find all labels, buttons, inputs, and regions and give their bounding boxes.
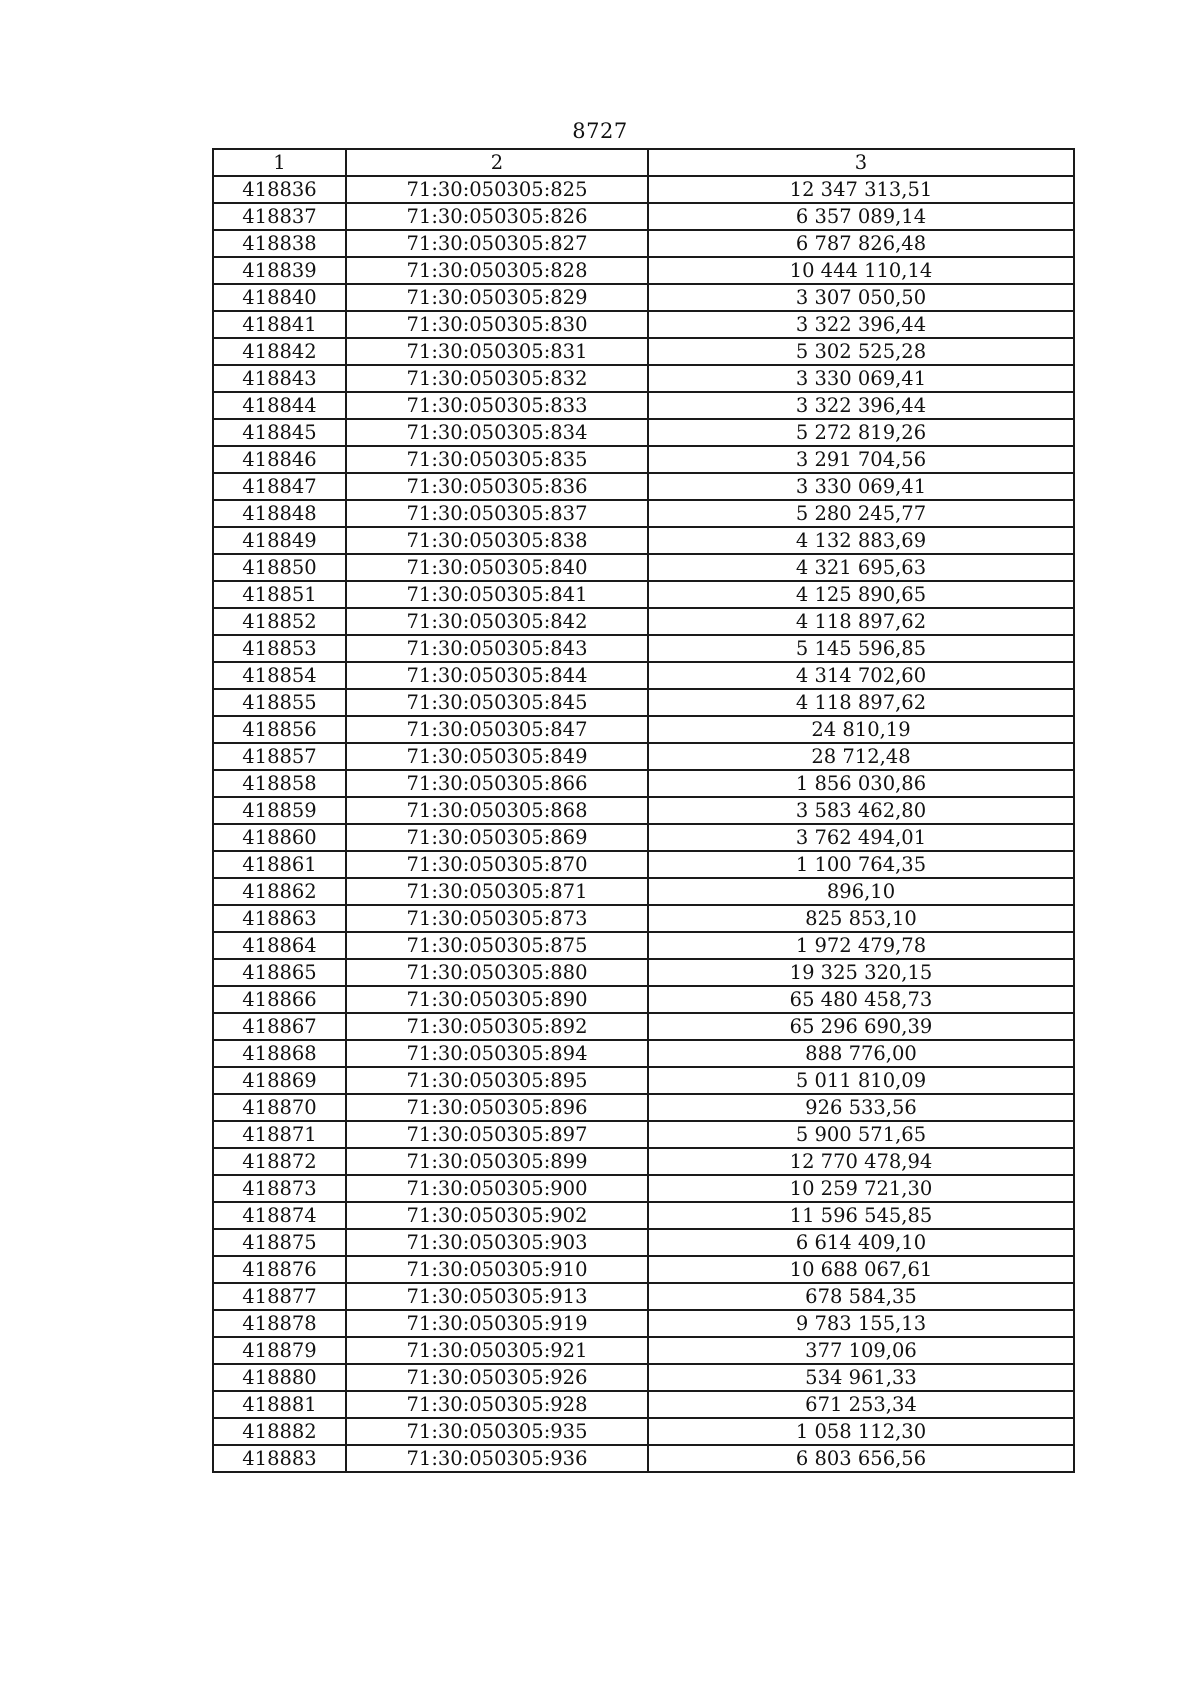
row-number-cell: 418856 bbox=[213, 716, 346, 743]
table-row bbox=[213, 1067, 1074, 1094]
cadastral-number-cell: 71:30:050305:936 bbox=[346, 1445, 648, 1472]
cadastral-number-cell: 71:30:050305:868 bbox=[346, 797, 648, 824]
table-row bbox=[213, 770, 1074, 797]
cadastral-number-cell: 71:30:050305:847 bbox=[346, 716, 648, 743]
table-row bbox=[213, 176, 1074, 203]
cadastral-value-cell: 5 145 596,85 bbox=[648, 635, 1074, 662]
cadastral-value-cell: 4 314 702,60 bbox=[648, 662, 1074, 689]
row-number-cell: 418857 bbox=[213, 743, 346, 770]
row-number-cell: 418843 bbox=[213, 365, 346, 392]
cadastral-value-cell: 1 856 030,86 bbox=[648, 770, 1074, 797]
cadastral-number-cell: 71:30:050305:838 bbox=[346, 527, 648, 554]
cadastral-value-cell: 65 296 690,39 bbox=[648, 1013, 1074, 1040]
cadastral-value-cell: 4 125 890,65 bbox=[648, 581, 1074, 608]
row-number-cell: 418878 bbox=[213, 1310, 346, 1337]
table-row bbox=[213, 905, 1074, 932]
cadastral-value-cell: 6 787 826,48 bbox=[648, 230, 1074, 257]
table-row bbox=[213, 608, 1074, 635]
row-number-cell: 418874 bbox=[213, 1202, 346, 1229]
cadastral-value-cell: 888 776,00 bbox=[648, 1040, 1074, 1067]
table-row bbox=[213, 365, 1074, 392]
cadastral-value-cell: 24 810,19 bbox=[648, 716, 1074, 743]
cadastral-number-cell: 71:30:050305:895 bbox=[346, 1067, 648, 1094]
cadastral-number-cell: 71:30:050305:900 bbox=[346, 1175, 648, 1202]
table-row bbox=[213, 743, 1074, 770]
table-row bbox=[213, 1121, 1074, 1148]
row-number-cell: 418838 bbox=[213, 230, 346, 257]
cadastral-number-cell: 71:30:050305:845 bbox=[346, 689, 648, 716]
cadastral-number-cell: 71:30:050305:902 bbox=[346, 1202, 648, 1229]
row-number-cell: 418870 bbox=[213, 1094, 346, 1121]
table-row bbox=[213, 959, 1074, 986]
cadastral-value-cell: 926 533,56 bbox=[648, 1094, 1074, 1121]
row-number-cell: 418875 bbox=[213, 1229, 346, 1256]
table-row bbox=[213, 1148, 1074, 1175]
cadastral-number-cell: 71:30:050305:843 bbox=[346, 635, 648, 662]
cadastral-number-cell: 71:30:050305:910 bbox=[346, 1256, 648, 1283]
cadastral-number-cell: 71:30:050305:836 bbox=[346, 473, 648, 500]
row-number-cell: 418882 bbox=[213, 1418, 346, 1445]
row-number-cell: 418853 bbox=[213, 635, 346, 662]
table-row bbox=[213, 419, 1074, 446]
cadastral-number-cell: 71:30:050305:833 bbox=[346, 392, 648, 419]
cadastral-number-cell: 71:30:050305:869 bbox=[346, 824, 648, 851]
row-number-cell: 418837 bbox=[213, 203, 346, 230]
cadastral-number-cell: 71:30:050305:866 bbox=[346, 770, 648, 797]
row-number-cell: 418873 bbox=[213, 1175, 346, 1202]
table-row bbox=[213, 581, 1074, 608]
row-number-cell: 418848 bbox=[213, 500, 346, 527]
table-row bbox=[213, 311, 1074, 338]
table-header bbox=[213, 149, 1074, 176]
row-number-cell: 418839 bbox=[213, 257, 346, 284]
cadastral-number-cell: 71:30:050305:871 bbox=[346, 878, 648, 905]
cadastral-value-cell: 3 583 462,80 bbox=[648, 797, 1074, 824]
table-row bbox=[213, 1202, 1074, 1229]
row-number-cell: 418871 bbox=[213, 1121, 346, 1148]
table-row bbox=[213, 1391, 1074, 1418]
cadastral-value-cell: 534 961,33 bbox=[648, 1364, 1074, 1391]
cadastral-number-cell: 71:30:050305:875 bbox=[346, 932, 648, 959]
row-number-cell: 418849 bbox=[213, 527, 346, 554]
cadastral-value-cell: 10 444 110,14 bbox=[648, 257, 1074, 284]
row-number-cell: 418845 bbox=[213, 419, 346, 446]
row-number-cell: 418844 bbox=[213, 392, 346, 419]
cadastral-number-cell: 71:30:050305:928 bbox=[346, 1391, 648, 1418]
cadastral-value-table bbox=[212, 148, 1075, 1473]
row-number-cell: 418855 bbox=[213, 689, 346, 716]
row-number-cell: 418862 bbox=[213, 878, 346, 905]
row-number-cell: 418877 bbox=[213, 1283, 346, 1310]
row-number-cell: 418879 bbox=[213, 1337, 346, 1364]
table-row bbox=[213, 1337, 1074, 1364]
cadastral-number-cell: 71:30:050305:892 bbox=[346, 1013, 648, 1040]
table-row bbox=[213, 257, 1074, 284]
row-number-cell: 418869 bbox=[213, 1067, 346, 1094]
table-row bbox=[213, 1364, 1074, 1391]
table-row bbox=[213, 662, 1074, 689]
cadastral-number-cell: 71:30:050305:831 bbox=[346, 338, 648, 365]
cadastral-number-cell: 71:30:050305:830 bbox=[346, 311, 648, 338]
table-row bbox=[213, 1310, 1074, 1337]
table-row bbox=[213, 1094, 1074, 1121]
cadastral-number-cell: 71:30:050305:828 bbox=[346, 257, 648, 284]
cadastral-number-cell: 71:30:050305:835 bbox=[346, 446, 648, 473]
cadastral-value-cell: 3 330 069,41 bbox=[648, 365, 1074, 392]
table-row bbox=[213, 392, 1074, 419]
table-row bbox=[213, 1229, 1074, 1256]
row-number-cell: 418867 bbox=[213, 1013, 346, 1040]
page-number: 8727 bbox=[572, 119, 628, 143]
cadastral-value-cell: 896,10 bbox=[648, 878, 1074, 905]
cadastral-number-cell: 71:30:050305:826 bbox=[346, 203, 648, 230]
cadastral-number-cell: 71:30:050305:870 bbox=[346, 851, 648, 878]
cadastral-value-cell: 65 480 458,73 bbox=[648, 986, 1074, 1013]
cadastral-value-cell: 9 783 155,13 bbox=[648, 1310, 1074, 1337]
row-number-cell: 418847 bbox=[213, 473, 346, 500]
table-row bbox=[213, 797, 1074, 824]
row-number-cell: 418836 bbox=[213, 176, 346, 203]
table-row bbox=[213, 878, 1074, 905]
cadastral-number-cell: 71:30:050305:926 bbox=[346, 1364, 648, 1391]
cadastral-value-cell: 5 011 810,09 bbox=[648, 1067, 1074, 1094]
row-number-cell: 418840 bbox=[213, 284, 346, 311]
row-number-cell: 418883 bbox=[213, 1445, 346, 1472]
row-number-cell: 418881 bbox=[213, 1391, 346, 1418]
table-row bbox=[213, 824, 1074, 851]
cadastral-number-cell: 71:30:050305:919 bbox=[346, 1310, 648, 1337]
header-row bbox=[213, 149, 1074, 176]
cadastral-value-cell: 19 325 320,15 bbox=[648, 959, 1074, 986]
table-row bbox=[213, 1418, 1074, 1445]
table-row bbox=[213, 203, 1074, 230]
row-number-cell: 418868 bbox=[213, 1040, 346, 1067]
cadastral-number-cell: 71:30:050305:903 bbox=[346, 1229, 648, 1256]
cadastral-value-cell: 12 347 313,51 bbox=[648, 176, 1074, 203]
cadastral-number-cell: 71:30:050305:849 bbox=[346, 743, 648, 770]
table-row bbox=[213, 689, 1074, 716]
row-number-cell: 418852 bbox=[213, 608, 346, 635]
row-number-cell: 418880 bbox=[213, 1364, 346, 1391]
table-row bbox=[213, 932, 1074, 959]
cadastral-value-cell: 3 291 704,56 bbox=[648, 446, 1074, 473]
table-row bbox=[213, 446, 1074, 473]
cadastral-number-cell: 71:30:050305:842 bbox=[346, 608, 648, 635]
cadastral-value-cell: 6 614 409,10 bbox=[648, 1229, 1074, 1256]
table-row bbox=[213, 338, 1074, 365]
header-col-1: 1 bbox=[213, 149, 346, 176]
cadastral-value-cell: 4 118 897,62 bbox=[648, 689, 1074, 716]
cadastral-value-cell: 6 803 656,56 bbox=[648, 1445, 1074, 1472]
cadastral-value-cell: 4 321 695,63 bbox=[648, 554, 1074, 581]
cadastral-value-cell: 3 322 396,44 bbox=[648, 392, 1074, 419]
row-number-cell: 418863 bbox=[213, 905, 346, 932]
cadastral-value-cell: 3 322 396,44 bbox=[648, 311, 1074, 338]
table-row bbox=[213, 1283, 1074, 1310]
table-row bbox=[213, 473, 1074, 500]
cadastral-number-cell: 71:30:050305:844 bbox=[346, 662, 648, 689]
cadastral-value-cell: 3 307 050,50 bbox=[648, 284, 1074, 311]
cadastral-number-cell: 71:30:050305:913 bbox=[346, 1283, 648, 1310]
cadastral-number-cell: 71:30:050305:837 bbox=[346, 500, 648, 527]
cadastral-value-cell: 5 272 819,26 bbox=[648, 419, 1074, 446]
row-number-cell: 418841 bbox=[213, 311, 346, 338]
cadastral-value-cell: 10 259 721,30 bbox=[648, 1175, 1074, 1202]
cadastral-number-cell: 71:30:050305:840 bbox=[346, 554, 648, 581]
cadastral-value-cell: 3 330 069,41 bbox=[648, 473, 1074, 500]
cadastral-value-cell: 28 712,48 bbox=[648, 743, 1074, 770]
cadastral-number-cell: 71:30:050305:829 bbox=[346, 284, 648, 311]
cadastral-value-cell: 1 058 112,30 bbox=[648, 1418, 1074, 1445]
row-number-cell: 418854 bbox=[213, 662, 346, 689]
table-row bbox=[213, 500, 1074, 527]
row-number-cell: 418858 bbox=[213, 770, 346, 797]
table-row bbox=[213, 1256, 1074, 1283]
table-body bbox=[213, 176, 1074, 1472]
row-number-cell: 418865 bbox=[213, 959, 346, 986]
cadastral-value-cell: 6 357 089,14 bbox=[648, 203, 1074, 230]
table-row bbox=[213, 1175, 1074, 1202]
cadastral-number-cell: 71:30:050305:896 bbox=[346, 1094, 648, 1121]
row-number-cell: 418861 bbox=[213, 851, 346, 878]
row-number-cell: 418866 bbox=[213, 986, 346, 1013]
cadastral-value-cell: 10 688 067,61 bbox=[648, 1256, 1074, 1283]
table-row bbox=[213, 1445, 1074, 1472]
cadastral-value-cell: 377 109,06 bbox=[648, 1337, 1074, 1364]
cadastral-number-cell: 71:30:050305:897 bbox=[346, 1121, 648, 1148]
cadastral-value-cell: 1 972 479,78 bbox=[648, 932, 1074, 959]
cadastral-number-cell: 71:30:050305:880 bbox=[346, 959, 648, 986]
table-row bbox=[213, 635, 1074, 662]
table-row bbox=[213, 716, 1074, 743]
cadastral-value-cell: 678 584,35 bbox=[648, 1283, 1074, 1310]
row-number-cell: 418850 bbox=[213, 554, 346, 581]
table-row bbox=[213, 230, 1074, 257]
cadastral-value-cell: 5 900 571,65 bbox=[648, 1121, 1074, 1148]
row-number-cell: 418851 bbox=[213, 581, 346, 608]
cadastral-number-cell: 71:30:050305:873 bbox=[346, 905, 648, 932]
cadastral-number-cell: 71:30:050305:899 bbox=[346, 1148, 648, 1175]
row-number-cell: 418876 bbox=[213, 1256, 346, 1283]
cadastral-value-cell: 4 132 883,69 bbox=[648, 527, 1074, 554]
row-number-cell: 418860 bbox=[213, 824, 346, 851]
cadastral-value-cell: 5 302 525,28 bbox=[648, 338, 1074, 365]
cadastral-value-cell: 671 253,34 bbox=[648, 1391, 1074, 1418]
cadastral-value-cell: 11 596 545,85 bbox=[648, 1202, 1074, 1229]
table-row bbox=[213, 284, 1074, 311]
row-number-cell: 418864 bbox=[213, 932, 346, 959]
table-row bbox=[213, 986, 1074, 1013]
cadastral-value-cell: 12 770 478,94 bbox=[648, 1148, 1074, 1175]
cadastral-number-cell: 71:30:050305:935 bbox=[346, 1418, 648, 1445]
table-row bbox=[213, 851, 1074, 878]
table-row bbox=[213, 527, 1074, 554]
cadastral-number-cell: 71:30:050305:825 bbox=[346, 176, 648, 203]
table-row bbox=[213, 1040, 1074, 1067]
cadastral-value-cell: 4 118 897,62 bbox=[648, 608, 1074, 635]
cadastral-number-cell: 71:30:050305:894 bbox=[346, 1040, 648, 1067]
row-number-cell: 418872 bbox=[213, 1148, 346, 1175]
header-col-3: 3 bbox=[648, 149, 1074, 176]
cadastral-number-cell: 71:30:050305:921 bbox=[346, 1337, 648, 1364]
table-row bbox=[213, 1013, 1074, 1040]
cadastral-number-cell: 71:30:050305:832 bbox=[346, 365, 648, 392]
cadastral-number-cell: 71:30:050305:834 bbox=[346, 419, 648, 446]
cadastral-number-cell: 71:30:050305:841 bbox=[346, 581, 648, 608]
header-col-2: 2 bbox=[346, 149, 648, 176]
cadastral-value-cell: 825 853,10 bbox=[648, 905, 1074, 932]
cadastral-number-cell: 71:30:050305:890 bbox=[346, 986, 648, 1013]
cadastral-value-cell: 3 762 494,01 bbox=[648, 824, 1074, 851]
row-number-cell: 418859 bbox=[213, 797, 346, 824]
row-number-cell: 418842 bbox=[213, 338, 346, 365]
cadastral-value-cell: 1 100 764,35 bbox=[648, 851, 1074, 878]
cadastral-value-cell: 5 280 245,77 bbox=[648, 500, 1074, 527]
row-number-cell: 418846 bbox=[213, 446, 346, 473]
table-row bbox=[213, 554, 1074, 581]
cadastral-number-cell: 71:30:050305:827 bbox=[346, 230, 648, 257]
